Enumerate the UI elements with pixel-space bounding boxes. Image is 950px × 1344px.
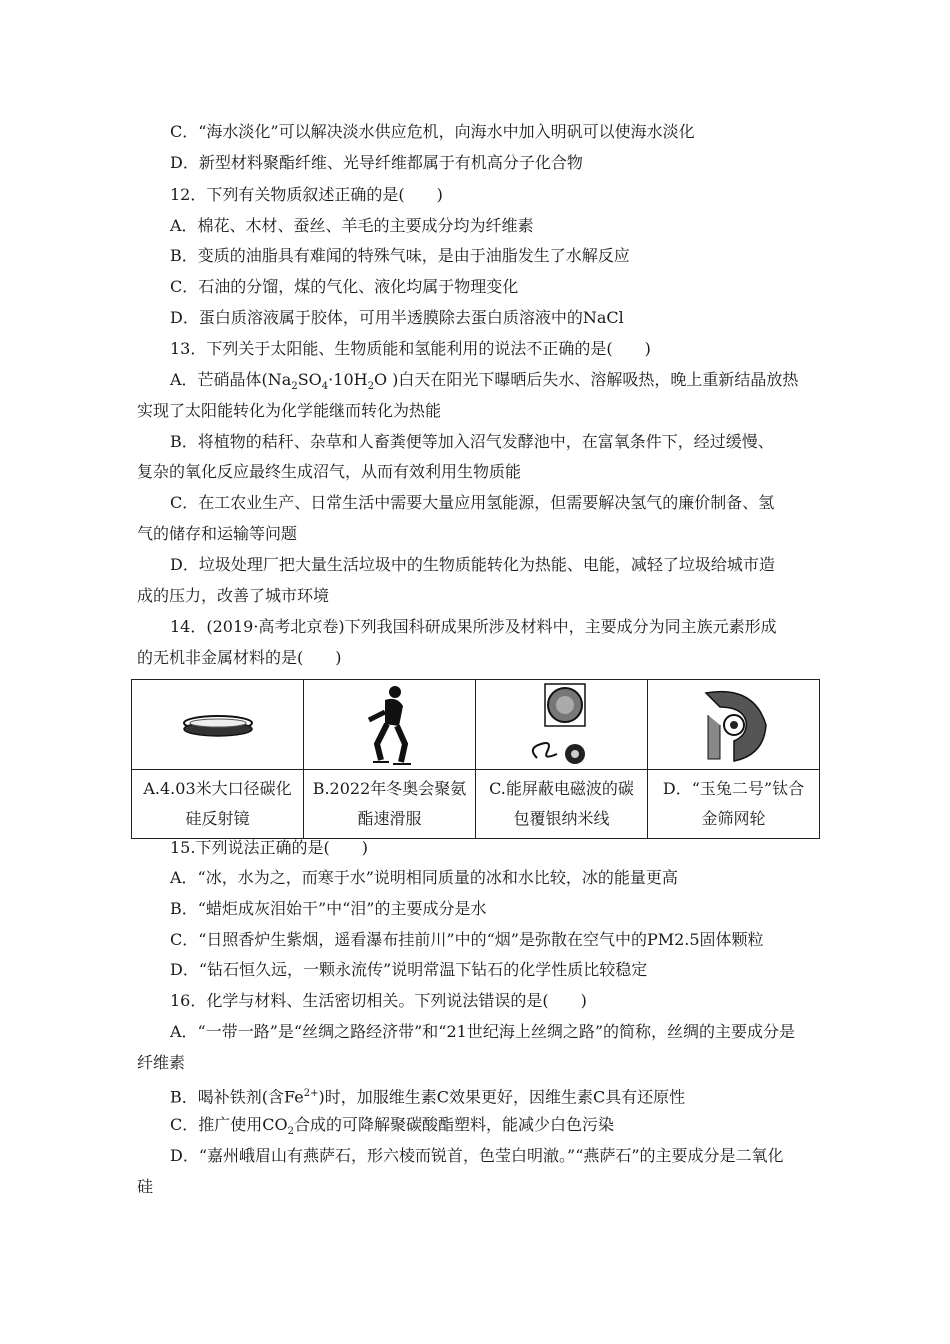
skater-icon	[355, 682, 425, 768]
q14-stem-line2: 的无机非金属材料的是( )	[137, 648, 342, 667]
q14-image-d	[648, 680, 820, 770]
q16-stem: 16．化学与材料、生活密切相关。下列说法错误的是( )	[170, 991, 587, 1010]
q14-option-c: C.能屏蔽电磁波的碳 包覆银纳米线	[476, 770, 648, 839]
q12-stem: 12．下列有关物质叙述正确的是( )	[170, 185, 443, 204]
q12-option-c: C．石油的分馏，煤的气化、液化均属于物理变化	[170, 277, 519, 296]
q16-option-d-line2: 硅	[137, 1177, 154, 1196]
q14-image-b	[304, 680, 476, 770]
q12-option-d: D．蛋白质溶液属于胶体，可用半透膜除去蛋白质溶液中的NaCl	[170, 308, 624, 327]
q11-option-c: C．“海水淡化”可以解决淡水供应危机，向海水中加入明矾可以使海水淡化	[170, 122, 695, 141]
q14-image-c	[476, 680, 648, 770]
q14-options-table	[131, 679, 820, 839]
q13-option-d-line1: D．垃圾处理厂把大量生活垃圾中的生物质能转化为热能、电能，减轻了垃圾给城市造	[170, 555, 775, 574]
nanowire-icon	[517, 682, 607, 768]
q16-option-a-line1: A．“一带一路”是“丝绸之路经济带”和“21世纪海上丝绸之路”的简称，丝绸的主要成分是	[170, 1022, 795, 1041]
q13-option-d-line2: 成的压力，改善了城市环境	[137, 586, 330, 605]
q15-option-d: D．“钻石恒久远，一颗永流传”说明常温下钻石的化学性质比较稳定	[170, 960, 648, 979]
q14-option-d: D．“玉兔二号”钛合 金筛网轮	[648, 770, 820, 839]
q15-option-a: A．“冰，水为之，而寒于水”说明相同质量的冰和水比较，冰的能量更高	[170, 868, 678, 887]
q16-option-d-line1: D．“嘉州峨眉山有燕萨石，形六棱而锐首，色莹白明澈。”“燕萨石”的主要成分是二氧化	[170, 1146, 784, 1165]
q15-option-c: C．“日照香炉生紫烟，遥看瀑布挂前川”中的“烟”是弥散在空气中的PM2.5固体颗粒	[170, 930, 764, 949]
q16-option-c: C．推广使用$CO_2$合成的可降解聚碳酸酯塑料，能减少白色污染	[170, 1115, 614, 1138]
q13-option-c-line1: C．在工农业生产、日常生活中需要大量应用氢能源，但需要解决氢气的廉价制备、氢	[170, 493, 775, 512]
q14-stem-line1: 14．(2019·高考北京卷)下列我国科研成果所涉及材料中，主要成分为同主族元素形成	[170, 617, 777, 636]
q13-option-b-line2: 复杂的氧化反应最终生成沼气，从而有效利用生物质能	[137, 462, 522, 481]
q12-option-a: A．棉花、木材、蚕丝、羊毛的主要成分均为纤维素	[170, 216, 534, 235]
q13-stem: 13．下列关于太阳能、生物质能和氢能利用的说法不正确的是( )	[170, 339, 651, 358]
q14-option-a: A.4.03米大口径碳化 硅反射镜	[132, 770, 304, 839]
q13-option-b-line1: B．将植物的秸秆、杂草和人畜粪便等加入沼气发酵池中，在富氧条件下，经过缓慢、	[170, 432, 774, 451]
q14-image-a	[132, 680, 304, 770]
q16-option-b: B．喝补铁剂(含$Fe^{2+}$)时，加服维生素C效果更好，因维生素C具有还原性	[170, 1087, 686, 1107]
q11-option-d: D．新型材料聚酯纤维、光导纤维都属于有机高分子化合物	[170, 153, 583, 172]
q13-option-a-line1: A．芒硝晶体($Na_2SO_4\cdot 10H_2O$ )白天在阳光下曝晒后失水、溶解吸热，晚上重新结晶放热	[170, 370, 799, 393]
wheel-icon	[694, 685, 774, 765]
q16-option-a-line2: 纤维素	[137, 1053, 186, 1072]
q15-stem: 15.下列说法正确的是( )	[170, 838, 368, 857]
q13-option-c-line2: 气的储存和运输等问题	[137, 524, 298, 543]
mirror-icon	[178, 705, 258, 745]
q15-option-b: B．“蜡炬成灰泪始干”中“泪”的主要成分是水	[170, 899, 487, 918]
q14-option-b: B.2022年冬奥会聚氨 酯速滑服	[304, 770, 476, 839]
q12-option-b: B．变质的油脂具有难闻的特殊气味，是由于油脂发生了水解反应	[170, 246, 630, 265]
q13-option-a-line2: 实现了太阳能转化为化学能继而转化为热能	[137, 401, 442, 420]
